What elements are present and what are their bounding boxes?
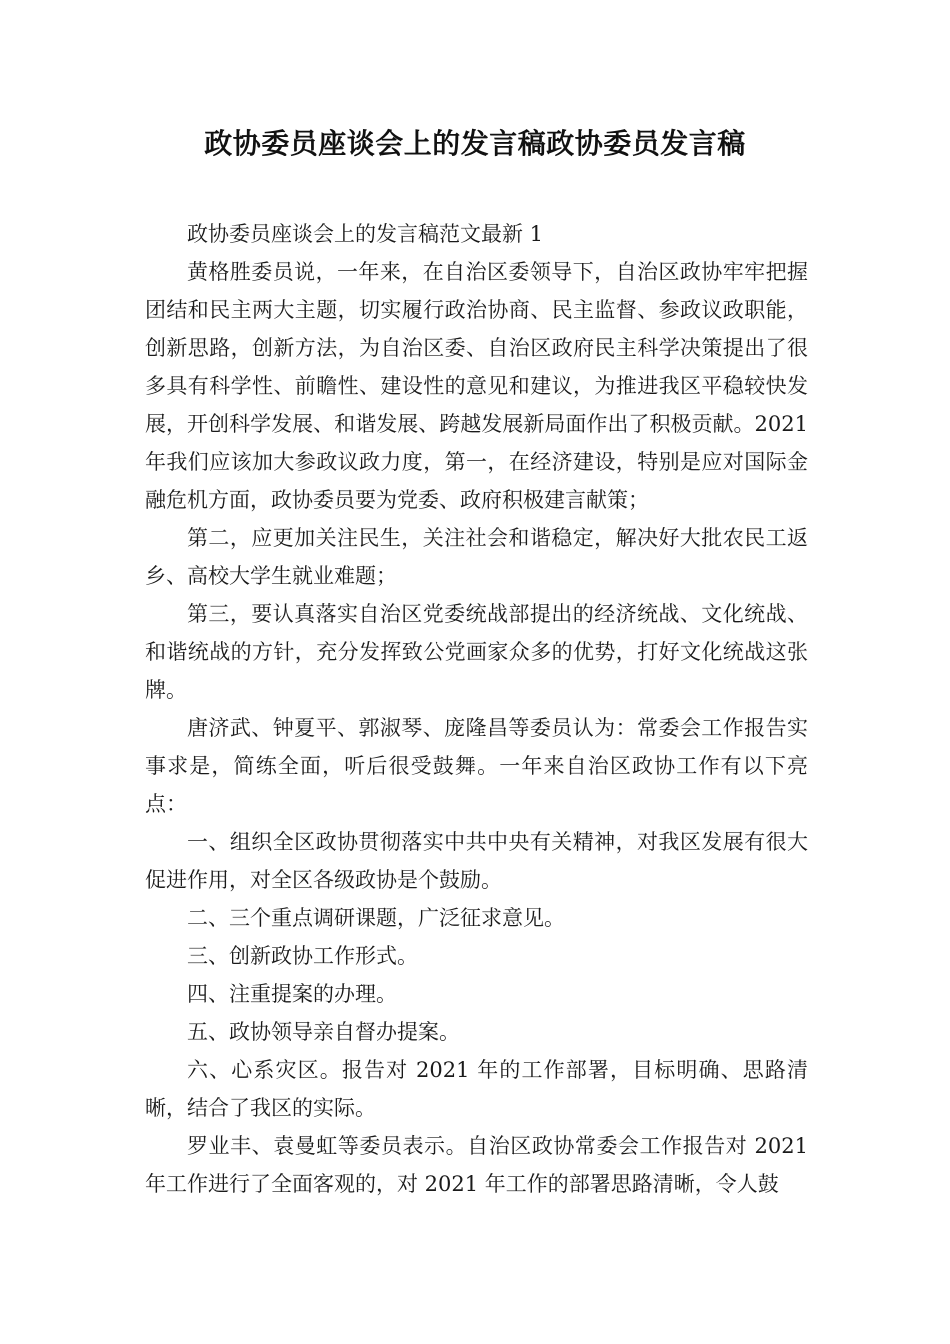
list-item: 五、政协领导亲自督办提案。 [187,1020,460,1044]
list-item: 三、创新政协工作形式。 [187,944,418,968]
list-item: 六、心系灾区。报告对 2021 年的工作部署，目标明确、思路清晰，结合了我区的实际。 [145,1058,808,1120]
list-item: 二、三个重点调研课题，广泛征求意见。 [187,906,565,930]
document-body [145,215,808,1203]
paragraph: 第三，要认真落实自治区党委统战部提出的经济统战、文化统战、和谐统战的方针，充分发挥致公党画家众多的优势，打好文化统战这张牌。 [145,602,808,702]
document-title: 政协委员座谈会上的发言稿政协委员发言稿 [204,127,746,160]
paragraph: 第二，应更加关注民生，关注社会和谐稳定，解决好大批农民工返乡、高校大学生就业难题； [145,526,808,588]
paragraph: 罗业丰、袁曼虹等委员表示。自治区政协常委会工作报告对 2021 年工作进行了全面客观的，对 2021 年工作的部署思路清晰，令人鼓 [145,1134,808,1196]
paragraph: 黄格胜委员说，一年来，在自治区委领导下，自治区政协牢牢把握团结和民主两大主题，切实履行政治协商、民主监督、参政议政职能，创新思路，创新方法，为自治区委、自治区政府民主科学决策提出了很多具有科学性、前瞻性、建设性的意见和建议，为推进我区平稳较快发展，开创科学发展、和谐发展、跨越发展新局面作出了积极贡献。2021 年我们应该加大参政议政力度，第一，在经济建设，特别是应对国际金融危机方面，政协委员要为党委、政府积极建言献策； [145,260,808,512]
paragraph: 唐济武、钟夏平、郭淑琴、庞隆昌等委员认为：常委会工作报告实事求是，简练全面，听后很受鼓舞。一年来自治区政协工作有以下亮点： [145,716,808,816]
paragraph-subtitle: 政协委员座谈会上的发言稿范文最新 1 [187,222,544,246]
list-item: 四、注重提案的办理。 [187,982,397,1006]
list-item: 一、组织全区政协贯彻落实中共中央有关精神，对我区发展有很大促进作用，对全区各级政协是个鼓励。 [145,830,808,892]
